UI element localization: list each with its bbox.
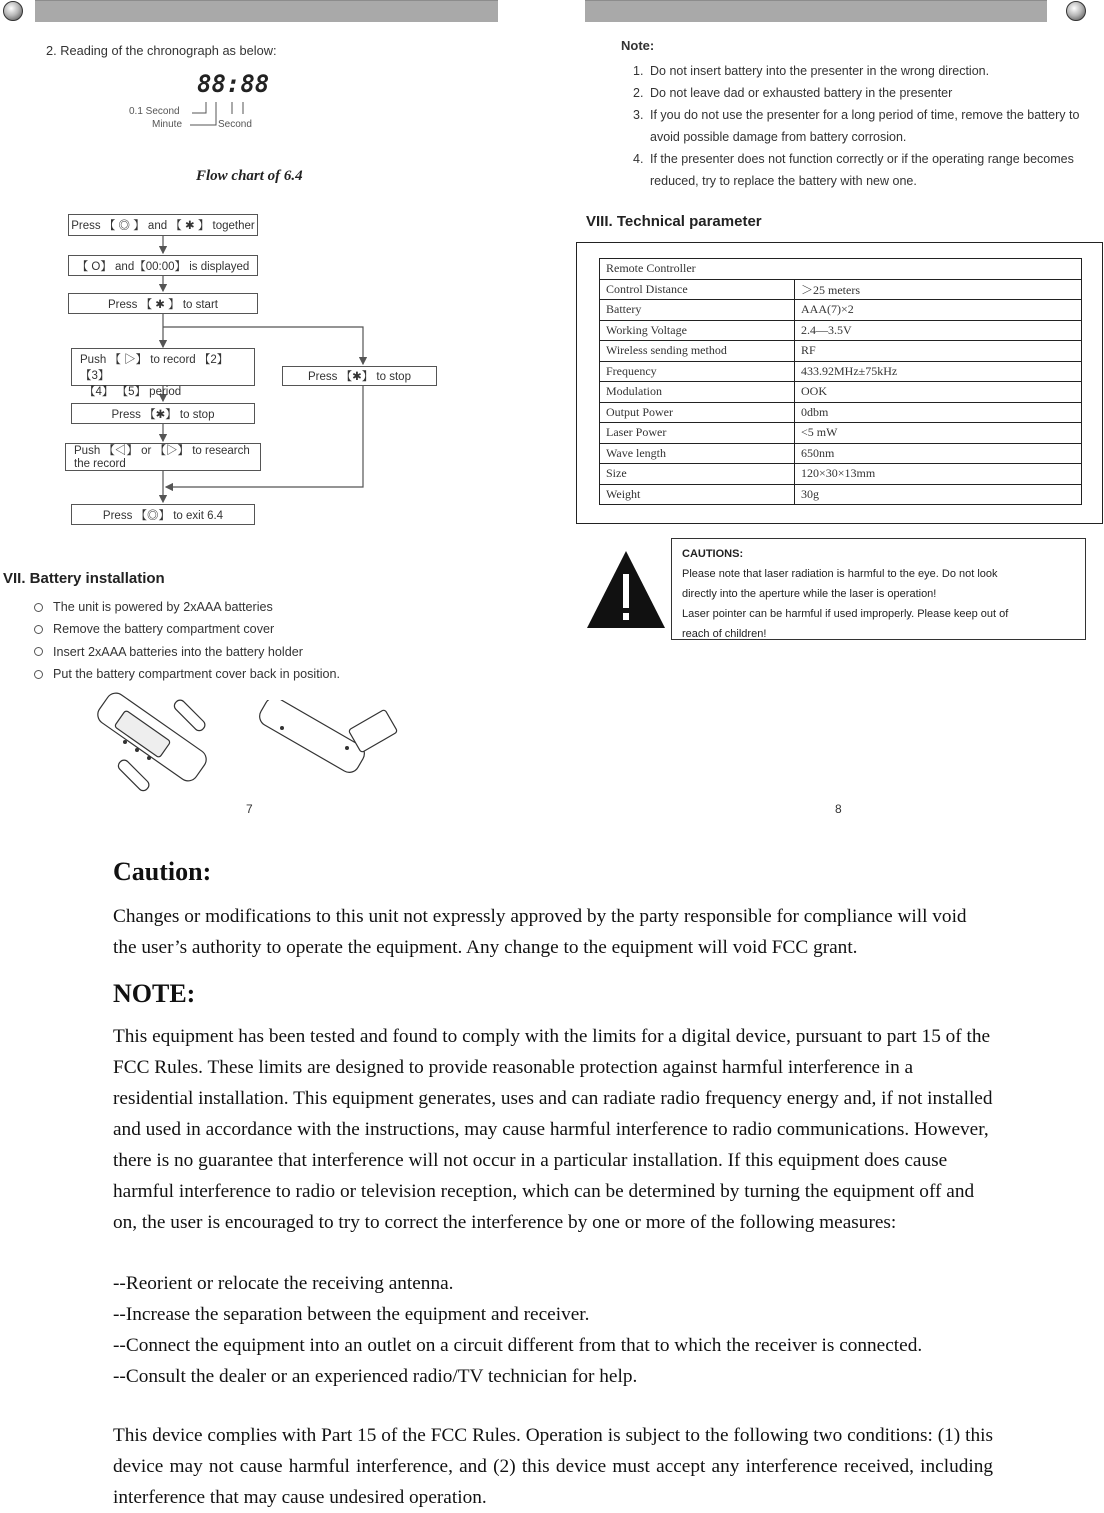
flow-step-stop: Press 【✱】 to stop <box>71 403 255 424</box>
param-value: 433.92MHz±75kHz <box>795 361 1082 382</box>
param-name: Working Voltage <box>600 320 795 341</box>
note-num: 1. <box>633 64 644 78</box>
note-text: Do not leave dad or exhausted battery in the presenter <box>650 86 953 100</box>
param-name: Output Power <box>600 402 795 423</box>
right-page-header-bar <box>585 0 1047 22</box>
flow-chart-title: Flow chart of 6.4 <box>196 168 303 184</box>
fcc-caution-title: Caution: <box>113 857 212 886</box>
cautions-line: Laser pointer can be harmful if used improperly. Please keep out of <box>682 608 1009 620</box>
param-value: 2.4—3.5V <box>795 320 1082 341</box>
bullet-icon <box>34 625 43 634</box>
table-header-row <box>600 259 1082 280</box>
battery-cover-illustration <box>252 700 402 780</box>
page-number-left: 7 <box>246 802 253 816</box>
table-row <box>600 320 1082 341</box>
flow-step-record-line2: 【4】 【5】 period <box>84 386 182 398</box>
param-name: Size <box>600 464 795 485</box>
bullet-icon <box>34 647 43 656</box>
param-name: Control Distance <box>600 279 795 300</box>
battery-step-text: Put the battery compartment cover back in position. <box>53 667 340 682</box>
fcc-measure: --Reorient or relocate the receiving antenna. <box>113 1273 454 1294</box>
flow-step-research-line2: the record <box>74 458 126 470</box>
flow-step-press-together: Press 【 ◎ 】 and 【 ✱ 】 together <box>68 214 258 236</box>
flow-step-research-line1: Push 【◁】 or 【▷】 to research <box>74 445 250 457</box>
param-name: Frequency <box>600 361 795 382</box>
flow-step-start: Press 【 ✱ 】 to start <box>68 293 258 314</box>
note-num: 2. <box>633 86 644 100</box>
fcc-measures-list <box>113 1268 993 1392</box>
note-item <box>633 82 1083 104</box>
table-header-cell: Remote Controller <box>600 259 1082 280</box>
fcc-caution-text: Changes or modifications to this unit not expressly approved by the party responsible for compliance will void the user’s authority to operate the equipment. Any change to the equipment will void FCC grant. <box>113 906 967 958</box>
table-row <box>600 423 1082 444</box>
param-value: RF <box>795 341 1082 362</box>
table-row <box>600 341 1082 362</box>
note-text: If you do not use the presenter for a long period of time, remove the battery to avoid possible damage from battery corrosion. <box>650 108 1080 144</box>
flow-step-research <box>65 443 261 471</box>
chrono-label-tenth: 0.1 Second <box>129 106 180 117</box>
battery-step <box>34 641 340 663</box>
fcc-note-text: This equipment has been tested and found to comply with the limits for a digital device, pursuant to part 15 of the FCC Rules. These limits are designed to provide reasonable protection against harmful interference in a residential installation. This equipment generates, uses and can radiate radio frequency energy and, if not installed and used in accordance with the instructions, may cause harmful interference to radio communications. However, there is no guarantee that interference will not occur in a particular installation. If this equipment does cause harmful interference to radio or television reception, which can be determined by turning the equipment off and on, the user is encouraged to try to correct the interference by one or more of the following measures: <box>113 1026 993 1233</box>
bullet-icon <box>34 670 43 679</box>
param-value: 0dbm <box>795 402 1082 423</box>
note-title: Note: <box>621 38 655 53</box>
chrono-label-minute: Minute <box>152 119 183 130</box>
table-row <box>600 443 1082 464</box>
note-list <box>633 60 1083 192</box>
chronograph-digits: 88:88 <box>197 70 270 98</box>
note-item <box>633 104 1083 148</box>
battery-step <box>34 596 340 618</box>
flow-step-displayed: 【 O】 and【00:00】 is displayed <box>68 255 258 276</box>
battery-insertion-illustration <box>85 690 215 810</box>
technical-parameter-title: VIII. Technical parameter <box>586 213 762 230</box>
technical-parameter-frame <box>576 242 1103 524</box>
param-value: 120×30×13mm <box>795 464 1082 485</box>
chrono-label-second: Second <box>218 119 252 130</box>
fcc-note-title: NOTE: <box>113 979 196 1008</box>
battery-installation-title: VII. Battery installation <box>3 570 165 587</box>
param-value: <5 mW <box>795 423 1082 444</box>
note-num: 3. <box>633 108 644 122</box>
cautions-title: CAUTIONS: <box>682 548 744 560</box>
cautions-line: Please note that laser radiation is harmful to the eye. Do not look <box>682 568 998 580</box>
note-text: If the presenter does not function correctly or if the operating range becomes reduced, try to replace the battery with new one. <box>650 152 1074 188</box>
warning-triangle-icon <box>585 548 667 630</box>
param-value: AAA(7)×2 <box>795 300 1082 321</box>
param-name: Modulation <box>600 382 795 403</box>
param-value: OOK <box>795 382 1082 403</box>
table-row <box>600 300 1082 321</box>
param-name: Weight <box>600 484 795 505</box>
table-row <box>600 279 1082 300</box>
table-row <box>600 402 1082 423</box>
table-row <box>600 382 1082 403</box>
technical-parameter-table <box>599 258 1082 505</box>
battery-step <box>34 618 340 640</box>
fcc-measure: --Increase the separation between the equipment and receiver. <box>113 1304 590 1325</box>
param-value: 650nm <box>795 443 1082 464</box>
note-num: 4. <box>633 152 644 166</box>
flow-step-record-line1: Push 【 ▷】 to record 【2】 【3】 <box>80 354 229 382</box>
cautions-line: directly into the aperture while the laser is operation! <box>682 588 937 600</box>
table-row <box>600 361 1082 382</box>
battery-step-text: Insert 2xAAA batteries into the battery holder <box>53 644 303 659</box>
note-text: Do not insert battery into the presenter in the wrong direction. <box>650 64 990 78</box>
param-name: Wireless sending method <box>600 341 795 362</box>
flow-step-exit: Press 【◎】 to exit 6.4 <box>71 504 255 525</box>
param-value: ＞25 meters <box>795 279 1082 300</box>
param-name: Wave length <box>600 443 795 464</box>
page-number-right: 8 <box>835 802 842 816</box>
fcc-compliance-text: This device complies with Part 15 of the FCC Rules. Operation is subject to the following two conditions: (1) this device may not cause harmful interference, and (2) this device must accept any interference received, including interference that may cause undesired operation. <box>113 1425 993 1508</box>
note-item <box>633 60 1083 82</box>
param-name: Battery <box>600 300 795 321</box>
battery-step-text: Remove the battery compartment cover <box>53 622 275 637</box>
param-name: Laser Power <box>600 423 795 444</box>
battery-steps-list <box>34 596 340 685</box>
chronograph-heading: 2. Reading of the chronograph as below: <box>46 43 277 58</box>
fcc-measure: --Connect the equipment into an outlet on a circuit different from that to which the receiver is connected. <box>113 1335 923 1356</box>
cautions-box <box>671 538 1086 640</box>
flow-step-side-stop: Press 【✱】 to stop <box>282 366 437 386</box>
cautions-line: reach of children! <box>682 628 767 640</box>
param-value: 30g <box>795 484 1082 505</box>
bullet-icon <box>34 603 43 612</box>
flow-step-record <box>71 348 255 398</box>
note-item <box>633 148 1083 192</box>
fcc-measure: --Consult the dealer or an experienced radio/TV technician for help. <box>113 1366 638 1387</box>
battery-step-text: The unit is powered by 2xAAA batteries <box>53 600 273 615</box>
battery-step <box>34 663 340 685</box>
right-page-corner-dot <box>1066 1 1086 21</box>
table-row <box>600 484 1082 505</box>
table-row <box>600 464 1082 485</box>
